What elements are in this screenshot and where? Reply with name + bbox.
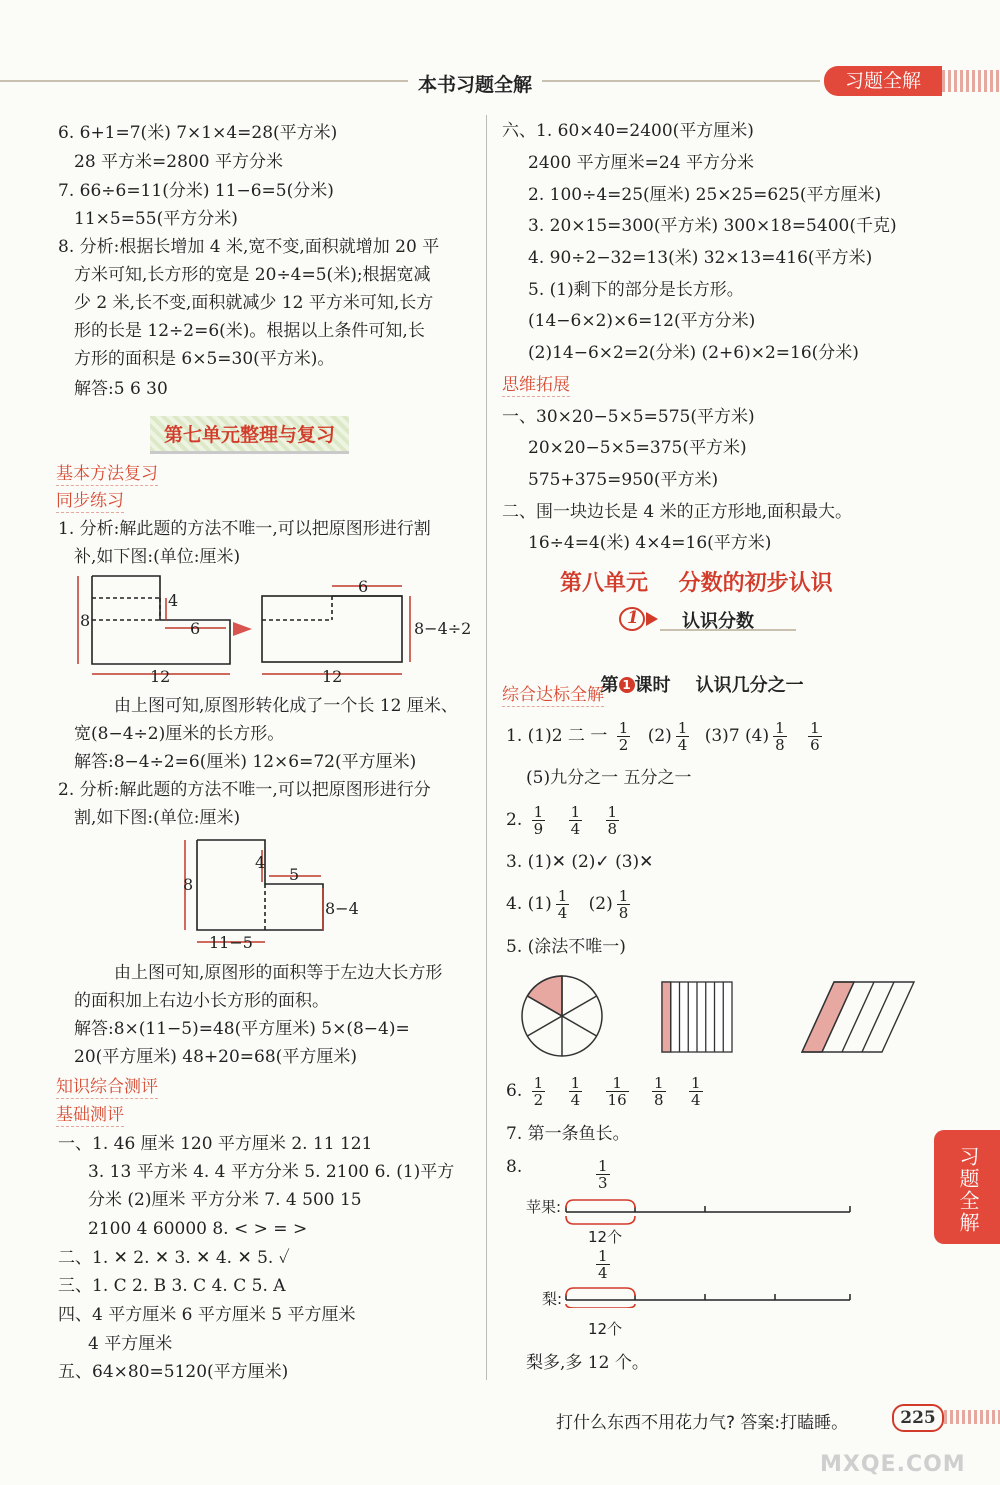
q1-part-c: (3)7 (4) bbox=[704, 726, 770, 746]
fraction bbox=[689, 1075, 703, 1108]
denominator: 9 bbox=[533, 820, 544, 838]
header-tab: 习题全解 bbox=[824, 66, 942, 96]
q1-part-b: (2) bbox=[647, 726, 672, 746]
denominator: 2 bbox=[533, 1091, 544, 1109]
denominator: 8 bbox=[654, 1091, 664, 1109]
numerator: 1 bbox=[618, 719, 629, 737]
numerator: 1 bbox=[677, 719, 688, 737]
numerator: 1 bbox=[810, 719, 820, 737]
section-sync-practice: 同步练习 bbox=[56, 491, 124, 511]
right-line-12: 二、围一块边长是 4 米的正方形地,面积最大。 bbox=[502, 502, 853, 522]
l-shape-outline bbox=[92, 576, 230, 664]
problem1-line-a: 1. 分析:解此题的方法不唯一,可以把原图形进行割 bbox=[58, 519, 431, 539]
footer-riddle: 打什么东西不用花力气? 答案:打瞌睡。 bbox=[556, 1413, 849, 1433]
section-comprehensive-answers: 综合达标全解 bbox=[502, 685, 604, 705]
fraction bbox=[652, 1075, 666, 1108]
right-line-13: 16÷4=4(米) 4×4=16(平方米) bbox=[528, 533, 772, 553]
fraction bbox=[617, 720, 631, 753]
q8-label: 8. bbox=[506, 1157, 523, 1177]
problem1-line-c: 由上图可知,原图形转化成了一个长 12 厘米、 bbox=[114, 696, 458, 716]
problem1-line-d: 宽(8−4÷2)厘米的长方形。 bbox=[74, 724, 285, 744]
left-line-10: 解答:5 6 30 bbox=[74, 379, 168, 399]
striped-rectangle bbox=[662, 982, 732, 1052]
numerator: 1 bbox=[775, 719, 785, 737]
fig1-label-8: 8 bbox=[80, 611, 91, 630]
section-thinking-expand: 思维拓展 bbox=[502, 375, 570, 395]
fraction bbox=[617, 888, 631, 921]
watermark: MXQE.COM bbox=[820, 1452, 966, 1477]
fraction bbox=[606, 804, 620, 837]
right-line-10: 20×20−5×5=375(平方米) bbox=[528, 438, 747, 458]
q2-label: 2. bbox=[506, 810, 523, 830]
fig1-label-12-bottom: 12 bbox=[322, 667, 343, 686]
denominator: 2 bbox=[618, 736, 629, 754]
unit-seven-title: 第七单元整理与复习 bbox=[150, 416, 349, 454]
problem2-line-d: 的面积加上右边小长方形的面积。 bbox=[74, 991, 329, 1011]
fig1-label-expr: 8−4÷2 bbox=[414, 619, 472, 638]
test-line-4: 2100 4 60000 8. < > = > bbox=[88, 1219, 308, 1239]
q1-row bbox=[506, 718, 826, 754]
left-line-1: 6. 6+1=7(米) 7×1×4=28(平方米) bbox=[58, 123, 338, 143]
fig1-label-6-top: 6 bbox=[358, 577, 369, 596]
test-line-2: 3. 13 平方米 4. 4 平方分米 5. 2100 6. (1)平方 bbox=[88, 1162, 455, 1182]
q5-line: 5. (涂法不唯一) bbox=[506, 937, 626, 957]
numerator: 1 bbox=[598, 1157, 608, 1175]
circle-sixths bbox=[522, 976, 602, 1056]
fraction bbox=[606, 1075, 629, 1108]
denominator: 4 bbox=[570, 820, 581, 838]
right-line-11: 575+375=950(平方米) bbox=[528, 470, 719, 490]
denominator: 4 bbox=[598, 1264, 608, 1282]
numerator: 1 bbox=[654, 1074, 664, 1092]
right-line-8: (2)14−6×2=2(分米) (2+6)×2=16(分米) bbox=[528, 343, 859, 363]
page-number: 225 bbox=[892, 1404, 944, 1432]
q1-part-a: 1. (1)2 二 一 bbox=[506, 726, 608, 746]
test-line-7: 四、4 平方厘米 6 平方厘米 5 平方厘米 bbox=[58, 1305, 356, 1325]
denominator: 4 bbox=[570, 1091, 581, 1109]
numerator: 1 bbox=[607, 803, 618, 821]
problem1-line-e: 解答:8−4÷2=6(厘米) 12×6=72(平方厘米) bbox=[74, 752, 417, 772]
fraction bbox=[556, 888, 570, 921]
count-label-2: 12个 bbox=[588, 1320, 623, 1338]
fig2-label-5: 5 bbox=[289, 865, 300, 884]
class-title-prefix: 第 bbox=[600, 675, 619, 696]
denominator: 4 bbox=[557, 904, 568, 922]
lesson-badge bbox=[618, 606, 798, 634]
test-line-1: 一、1. 46 厘米 120 平方厘米 2. 11 121 bbox=[58, 1134, 373, 1154]
right-line-1: 六、1. 60×40=2400(平方厘米) bbox=[502, 121, 754, 141]
right-line-2: 2400 平方厘米=24 平方分米 bbox=[528, 153, 754, 173]
fraction bbox=[532, 804, 546, 837]
problem2-line-b: 割,如下图:(单位:厘米) bbox=[74, 808, 241, 828]
left-line-2: 28 平方米=2800 平方分米 bbox=[74, 152, 283, 172]
q4-part-a: 4. (1) bbox=[506, 894, 552, 914]
q8-answer: 梨多,多 12 个。 bbox=[526, 1353, 649, 1373]
test-line-3: 分米 (2)厘米 平方分米 7. 4 500 15 bbox=[88, 1190, 362, 1210]
right-line-7: (14−6×2)×6=12(平方分米) bbox=[528, 311, 756, 331]
parallelogram-quarters bbox=[802, 982, 914, 1052]
numerator: 1 bbox=[557, 887, 568, 905]
lesson-title: 认识分数 bbox=[682, 611, 754, 632]
left-line-8: 形的长是 12÷2=6(米)。根据以上条件可知,长 bbox=[74, 321, 425, 341]
fig2-label-8: 8 bbox=[183, 875, 194, 894]
numerator: 1 bbox=[570, 803, 581, 821]
left-line-7: 少 2 米,长不变,面积就减少 12 平方米可知,长方 bbox=[74, 293, 434, 313]
fraction bbox=[676, 720, 690, 753]
header-title: 本书习题全解 bbox=[408, 70, 542, 97]
fig1-label-6: 6 bbox=[190, 619, 201, 638]
left-line-9: 方形的面积是 6×5=30(平方米)。 bbox=[74, 349, 335, 369]
q7-line: 7. 第一条鱼长。 bbox=[506, 1124, 630, 1144]
denominator: 8 bbox=[775, 736, 785, 754]
right-line-3: 2. 100÷4=25(厘米) 25×25=625(平方厘米) bbox=[528, 185, 882, 205]
test-line-9: 五、64×80=5120(平方厘米) bbox=[58, 1362, 289, 1382]
q6-row bbox=[506, 1073, 707, 1109]
figure-2-split bbox=[175, 832, 365, 954]
footer-stripes bbox=[944, 1410, 1000, 1424]
fig2-label-bottom: 11−5 bbox=[209, 933, 253, 952]
side-tab bbox=[934, 1130, 1000, 1244]
fraction bbox=[532, 1075, 546, 1108]
fig2-label-expr: 8−4 bbox=[325, 899, 359, 918]
problem2-line-c: 由上图可知,原图形的面积等于左边大长方形 bbox=[114, 963, 443, 983]
unit-eight-title: 第八单元 分数的初步认识 bbox=[560, 571, 833, 596]
class-number-badge: 1 bbox=[619, 677, 635, 693]
denominator: 3 bbox=[598, 1174, 608, 1192]
q6-label: 6. bbox=[506, 1081, 523, 1101]
denominator: 4 bbox=[677, 736, 688, 754]
apple-fraction bbox=[596, 1158, 610, 1191]
lesson-number: 1 bbox=[627, 608, 639, 628]
fraction bbox=[773, 720, 787, 753]
q3-line: 3. (1)✕ (2)✓ (3)✕ bbox=[506, 852, 654, 872]
left-line-3: 7. 66÷6=11(分米) 11−6=5(分米) bbox=[58, 181, 334, 201]
fraction bbox=[569, 804, 583, 837]
numerator: 1 bbox=[570, 1074, 581, 1092]
class-title bbox=[588, 650, 804, 697]
q1-line-2: (5)九分之一 五分之一 bbox=[526, 768, 692, 788]
q4-row bbox=[506, 886, 634, 922]
numerator: 1 bbox=[618, 887, 629, 905]
problem2-line-f: 20(平方厘米) 48+20=68(平方厘米) bbox=[74, 1047, 357, 1067]
section-basic-method: 基本方法复习 bbox=[56, 464, 158, 484]
problem2-line-e: 解答:8×(11−5)=48(平方厘米) 5×(8−4)= bbox=[74, 1019, 410, 1039]
section-comprehensive-test: 知识综合测评 bbox=[56, 1077, 158, 1097]
right-line-5: 4. 90÷2−32=13(米) 32×13=416(平方米) bbox=[528, 248, 873, 268]
denominator: 4 bbox=[691, 1091, 701, 1109]
left-line-5: 8. 分析:根据长增加 4 米,宽不变,面积就增加 20 平 bbox=[58, 237, 440, 257]
column-divider bbox=[486, 115, 487, 1380]
denominator: 8 bbox=[607, 820, 618, 838]
q2-row bbox=[506, 802, 623, 838]
numerator: 1 bbox=[533, 1074, 544, 1092]
pear-label: 梨: bbox=[542, 1290, 563, 1308]
numerator: 1 bbox=[606, 1075, 629, 1092]
figure-1-cut-and-fill bbox=[70, 566, 480, 686]
right-line-4: 3. 20×15=300(平方米) 300×18=5400(千克) bbox=[528, 216, 897, 236]
denominator: 16 bbox=[607, 1091, 627, 1109]
test-line-8: 4 平方厘米 bbox=[88, 1334, 173, 1354]
denominator: 6 bbox=[810, 736, 820, 754]
count-label-1: 12个 bbox=[588, 1228, 623, 1246]
test-line-5: 二、1. ✕ 2. ✕ 3. ✕ 4. ✕ 5. ✓ bbox=[58, 1248, 290, 1268]
q5-shapes bbox=[520, 972, 940, 1062]
problem2-line-a: 2. 分析:解此题的方法不唯一,可以把原图形进行分 bbox=[58, 780, 431, 800]
left-line-6: 方米可知,长方形的宽是 20÷4=5(米);根据宽减 bbox=[74, 265, 431, 285]
q8-segment-diagram bbox=[560, 1194, 880, 1308]
fig2-label-4: 4 bbox=[255, 853, 266, 872]
denominator: 8 bbox=[618, 904, 629, 922]
side-tab-label: 习题全解 bbox=[956, 1146, 980, 1234]
transform-arrow bbox=[233, 622, 252, 636]
class-title-suffix: 课时 认识几分之一 bbox=[634, 675, 804, 696]
left-line-4: 11×5=55(平方分米) bbox=[74, 209, 238, 229]
section-basic-test: 基础测评 bbox=[56, 1105, 124, 1125]
test-line-6: 三、1. C 2. B 3. C 4. C 5. A bbox=[58, 1276, 286, 1296]
fraction bbox=[808, 720, 822, 753]
right-line-9: 一、30×20−5×5=575(平方米) bbox=[502, 407, 755, 427]
numerator: 1 bbox=[691, 1074, 701, 1092]
fraction bbox=[569, 1075, 583, 1108]
numerator: 1 bbox=[533, 803, 544, 821]
problem1-line-b: 补,如下图:(单位:厘米) bbox=[74, 547, 241, 567]
numerator: 1 bbox=[598, 1247, 608, 1265]
right-line-6: 5. (1)剩下的部分是长方形。 bbox=[528, 280, 744, 300]
apple-label: 苹果: bbox=[526, 1198, 562, 1216]
fig1-label-4: 4 bbox=[168, 591, 179, 610]
header-stripes bbox=[942, 70, 1000, 92]
fig1-label-12: 12 bbox=[150, 667, 171, 686]
q4-part-b: (2) bbox=[588, 894, 613, 914]
